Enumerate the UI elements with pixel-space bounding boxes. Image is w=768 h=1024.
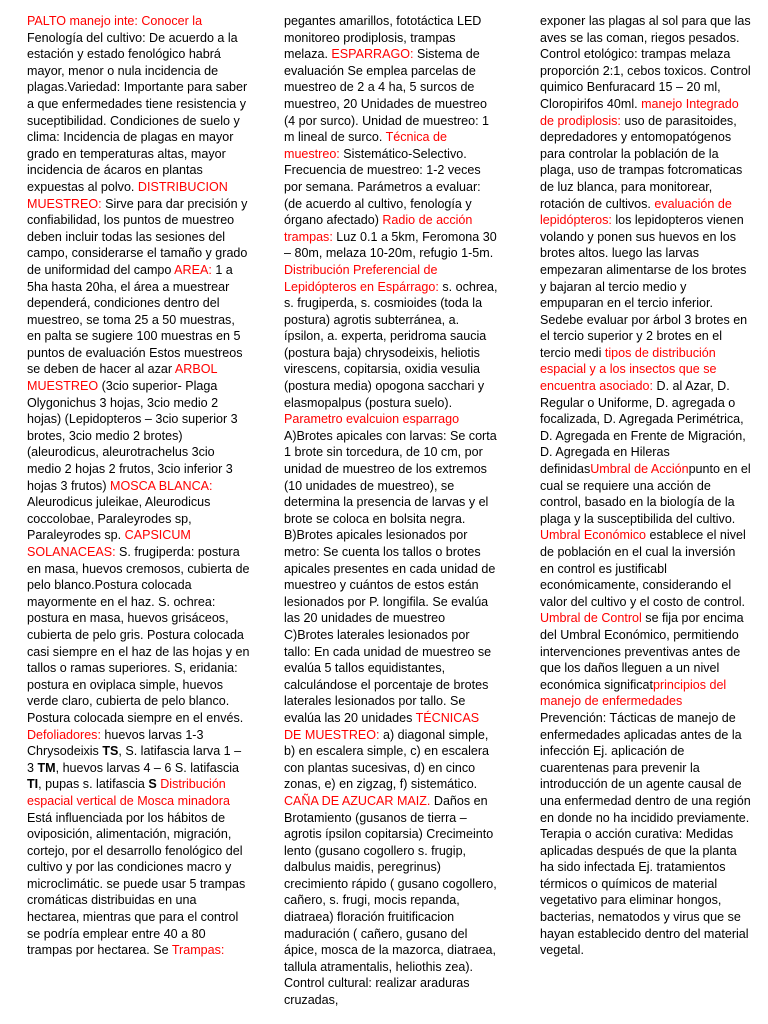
body-text: 1 a 5ha hasta 20ha, el área a muestrear dependerá, condiciones dentro del muestreo, se toma 25 a 50 muestras, en palta se sugiere 100 muestras en 5 puntos de evaluación Estos muestreos se deben de hacer al azar: [27, 262, 243, 377]
section-heading: Umbral de Acción: [590, 462, 689, 477]
section-heading: evaluación de lepidópteros:: [540, 196, 732, 228]
body-text: , pupas s. latifascia: [38, 777, 149, 792]
text-column-3: [540, 13, 752, 959]
body-text: Sirve para dar precisión y confiabilidad, los puntos de muestreo deben incluir todas las sesiones del campo, considerarse el tamaño y grado de uniformidad del campo: [27, 196, 248, 277]
section-heading: PALTO manejo inte: Conocer la: [27, 14, 203, 28]
section-heading: MOSCA BLANCA:: [110, 478, 213, 493]
section-heading: CAPSICUM SOLANACEAS:: [27, 528, 191, 559]
text-column-1: [27, 13, 251, 959]
section-heading: ESPARRAGO:: [331, 47, 414, 62]
bold-text: S: [148, 777, 157, 792]
bold-text: TS: [102, 744, 119, 759]
body-text: Está influenciada por los hábitos de oviposición, alimentación, migración, cortejo, por el desarrollo fenológico del cultivo y por las condiciones macro y microclimátic. se puede usar 5 trampas cromáticas distribuidas en una hectarea, mientras que para el control se podría emplear entre 40 a 80 trampas por hectarea. Se: [27, 810, 246, 958]
body-text: , S. latifascia larva 1 – 3: [27, 744, 242, 775]
section-heading: principios del manejo de enfermedades: [540, 677, 727, 709]
bold-text: TM: [37, 760, 56, 775]
section-heading: TÉCNICAS DE MUESTREO:: [284, 710, 480, 742]
body-text: punto en el cual se requiere una acción de control, basado en la biología de la plaga y la susceptibilida del cultivo.: [540, 462, 751, 526]
body-text: Sistemático-Selectivo. Frecuencia de muestreo: 1-2 veces por semana. Parámetros a evaluar: (de acuerdo al cultivo, fenología y órgano afectado): [284, 146, 481, 228]
section-heading: Distribución espacial vertical de Mosca minadora: [27, 777, 230, 808]
section-heading: Parametro evalcuion esparrago: [284, 412, 460, 427]
body-text: Aleurodicus juleikae, Aleurodicus coccolobae, Paraleyrodes sp, Paraleyrodes sp.: [27, 495, 211, 543]
body-text: Prevención: Tácticas de manejo de enfermedades aplicadas antes de la infección Ej. aplicación de cuarentenas para prevenir la introducción de un agente causal de una enfermedad dentro de una región en donde no ha incidido previamente. Terapia o acción curativa: Medidas aplicadas después de que la planta ha sido infectada Ej. tratamientos térmicos o químicos de material vegetativo para eliminar hongos, bacterias, nematodos y virus que se hayan establecido dentro del material vegetal.: [540, 710, 751, 958]
section-heading: Trampas:: [171, 943, 225, 958]
body-text: Daños en Brotamiento (gusanos de tierra – agrotis ípsilon copitarsia) Crecimeinto lento (gusano cogollero s. frugip, dalbulus maidis, peregrinus) crecimiento rápido ( gusano cogollero, cañero, s. frugi, mocis repanda, diatraea) floración fruitificacion maduración ( cañero, gusano del ápice, mosca de la mazorca, diatraea, tallula atramentalis, heliothis zea). Control cultural: realizar araduras cruzadas,: [284, 793, 497, 1008]
body-text: a) diagonal simple, b) en escalera simple, c) en escalera con plantas sucesivas, d) en cinco zonas, e) en zigzag, f) sistemático.: [284, 727, 490, 792]
body-text: Fenología del cultivo: De acuerdo a la estación y estado fenológico habrá mayor, menor o nula incidencia de plagas.Variedad: Importante para saber a que enfermedades tiene resistencia y suceptibilidad. Condiciones de suelo y clima: Incidencia de plagas en mayor grado en temperaturas altas, mayor incidencia de ácaros en plantas expuestas al polvo.: [27, 30, 248, 194]
section-heading: Umbral de Control: [540, 611, 642, 626]
body-text: Luz 0.1 a 5km, Feromona 30 – 80m, melaza 10-20m, refugio 1-5m.: [284, 229, 497, 261]
section-heading: tipos de distribución espacial y a los insectos que se encuentra asociado:: [540, 345, 717, 394]
body-text: los lepidopteros vienen volando y ponen sus huevos en los brotes altos. luego las larvas empezaran alimentarse de los brotes y bajaran al tercio medio y empuparan en el tercio inferior. Sedebe evaluar por árbol 3 brotes en el tercio superior y 2 brotes en el tercio medi: [540, 213, 748, 360]
section-heading: AREA:: [174, 262, 212, 277]
body-text: pegantes amarillos, fototáctica LED monitoreo prodiplosis, trampas melaza.: [284, 14, 482, 62]
body-text: huevos larvas 1-3 Chrysodeixis: [27, 727, 204, 759]
body-text: establece el nivel de población en el cual la inversión en control es justificabl económicamente, considerando el valor del cultivo y el costo de control.: [540, 528, 746, 609]
section-heading: ARBOL MUESTREO: [27, 362, 217, 394]
section-heading: Técnica de muestreo:: [284, 130, 447, 161]
body-text: s. ochrea, s. frugiperda, s. cosmioides (toda la postura) agrotis subterránea, a. ípsilon, a. experta, peridroma saucia (postura baja) chrysodeixis, heliotis virescens, copitarsia, oxidia vesulia (postura media) opogona sacchari y elasmopalpus (postura suelo).: [284, 279, 498, 410]
section-heading: Distribución Preferencial de Lepidópteros en Espárrago:: [284, 262, 439, 294]
section-heading: manejo Integrado de prodiplosis:: [540, 96, 739, 128]
section-heading: Defoliadores:: [27, 727, 101, 742]
body-text: se fija por encima del Umbral Económico, permitiendo intervenciones preventivas antes de que los daños lleguen a un nivel económica significat: [540, 611, 744, 692]
body-text: , huevos larvas 4 – 6 S. latifascia: [55, 760, 240, 775]
body-text: (3cio superior- Plaga Olygonichus 3 hojas, 3cio medio 2 hojas) (Lepidopteros – 3cio superior 3 brotes, 3cio medio 2 brotes) (aleurodicus, aleurotrachelus 3cio medio 2 hojas 2 frutos, 3cio inferior 3 hojas 3 frutos): [27, 379, 238, 493]
body-text: A)Brotes apicales con larvas: Se corta 1 brote sin torcedura, de 10 cm, por unidad de muestreo de los extremos (10 unidades de muestreo), se determina la presencia de larvas y el brote se coloca en bolsita negra. B)Brotes apicales lesionados por metro: Se cuenta los tallos o brotes apicales presentes en cada unidad de muestreo y cuántos de estos están lesionados por P. longifila. Se evalúa las 20 unidades de muestreo C)Brotes laterales lesionados por tallo: En cada unidad de muestreo se evalúa 5 tallos equidistantes, calculándose el porcentaje de brotes laterales lesionados por tallo. Se evalúa las 20 unidades: [284, 428, 497, 725]
body-text: uso de parasitoides, depredadores y entomopatógenos para controlar la población de la plaga, uso de trampas fotcromaticas de luz blanca, para monitorear, rotación de cultivos.: [540, 113, 743, 211]
section-heading: Umbral Económico: [540, 528, 646, 543]
body-text: Sistema de evaluación Se emplea parcelas de muestreo de 2 a 4 ha, 5 surcos de muestreo, 20 Unidades de muestreo (4 por surco). Unidad de muestreo: 1 m lineal de surco.: [284, 47, 490, 145]
section-heading: Radio de acción trampas:: [284, 213, 473, 244]
body-text: S. frugiperda: postura en masa, huevos cremosos, cubierta de pelo blanco.Postura colocada mayormente en el haz. S. ochrea: postura en masa, huevos grisáceos, cubierta de pelo gris. Postura colocada casi siempre en el haz de las hojas y en tallos o ramas superiores. S, eridania: postura en oviplaca simple, huevos verde claro, cubierta de pelo blanco. Postura colocada siempre en el envés.: [27, 545, 250, 725]
section-heading: DISTRIBUCION MUESTREO:: [27, 179, 228, 211]
text-column-2: [284, 13, 498, 1009]
section-heading: CAÑA DE AZUCAR MAIZ.: [284, 793, 431, 808]
body-text: D. al Azar, D. Regular o Uniforme, D. agregada o focalizada, D. Agregada Perimétrica, D. Agregada en Frente de Migración, D. Agregada en Hileras definidas: [540, 379, 746, 477]
body-text: exponer las plagas al sol para que las aves se las coman, riegos pesados. Control etológico: trampas melaza proporción 2:1, cebos toxicos. Control quimico Benfuracard 15 – 20 ml, Cloropirifos 40ml.: [540, 14, 751, 111]
bold-text: TI: [27, 777, 39, 792]
